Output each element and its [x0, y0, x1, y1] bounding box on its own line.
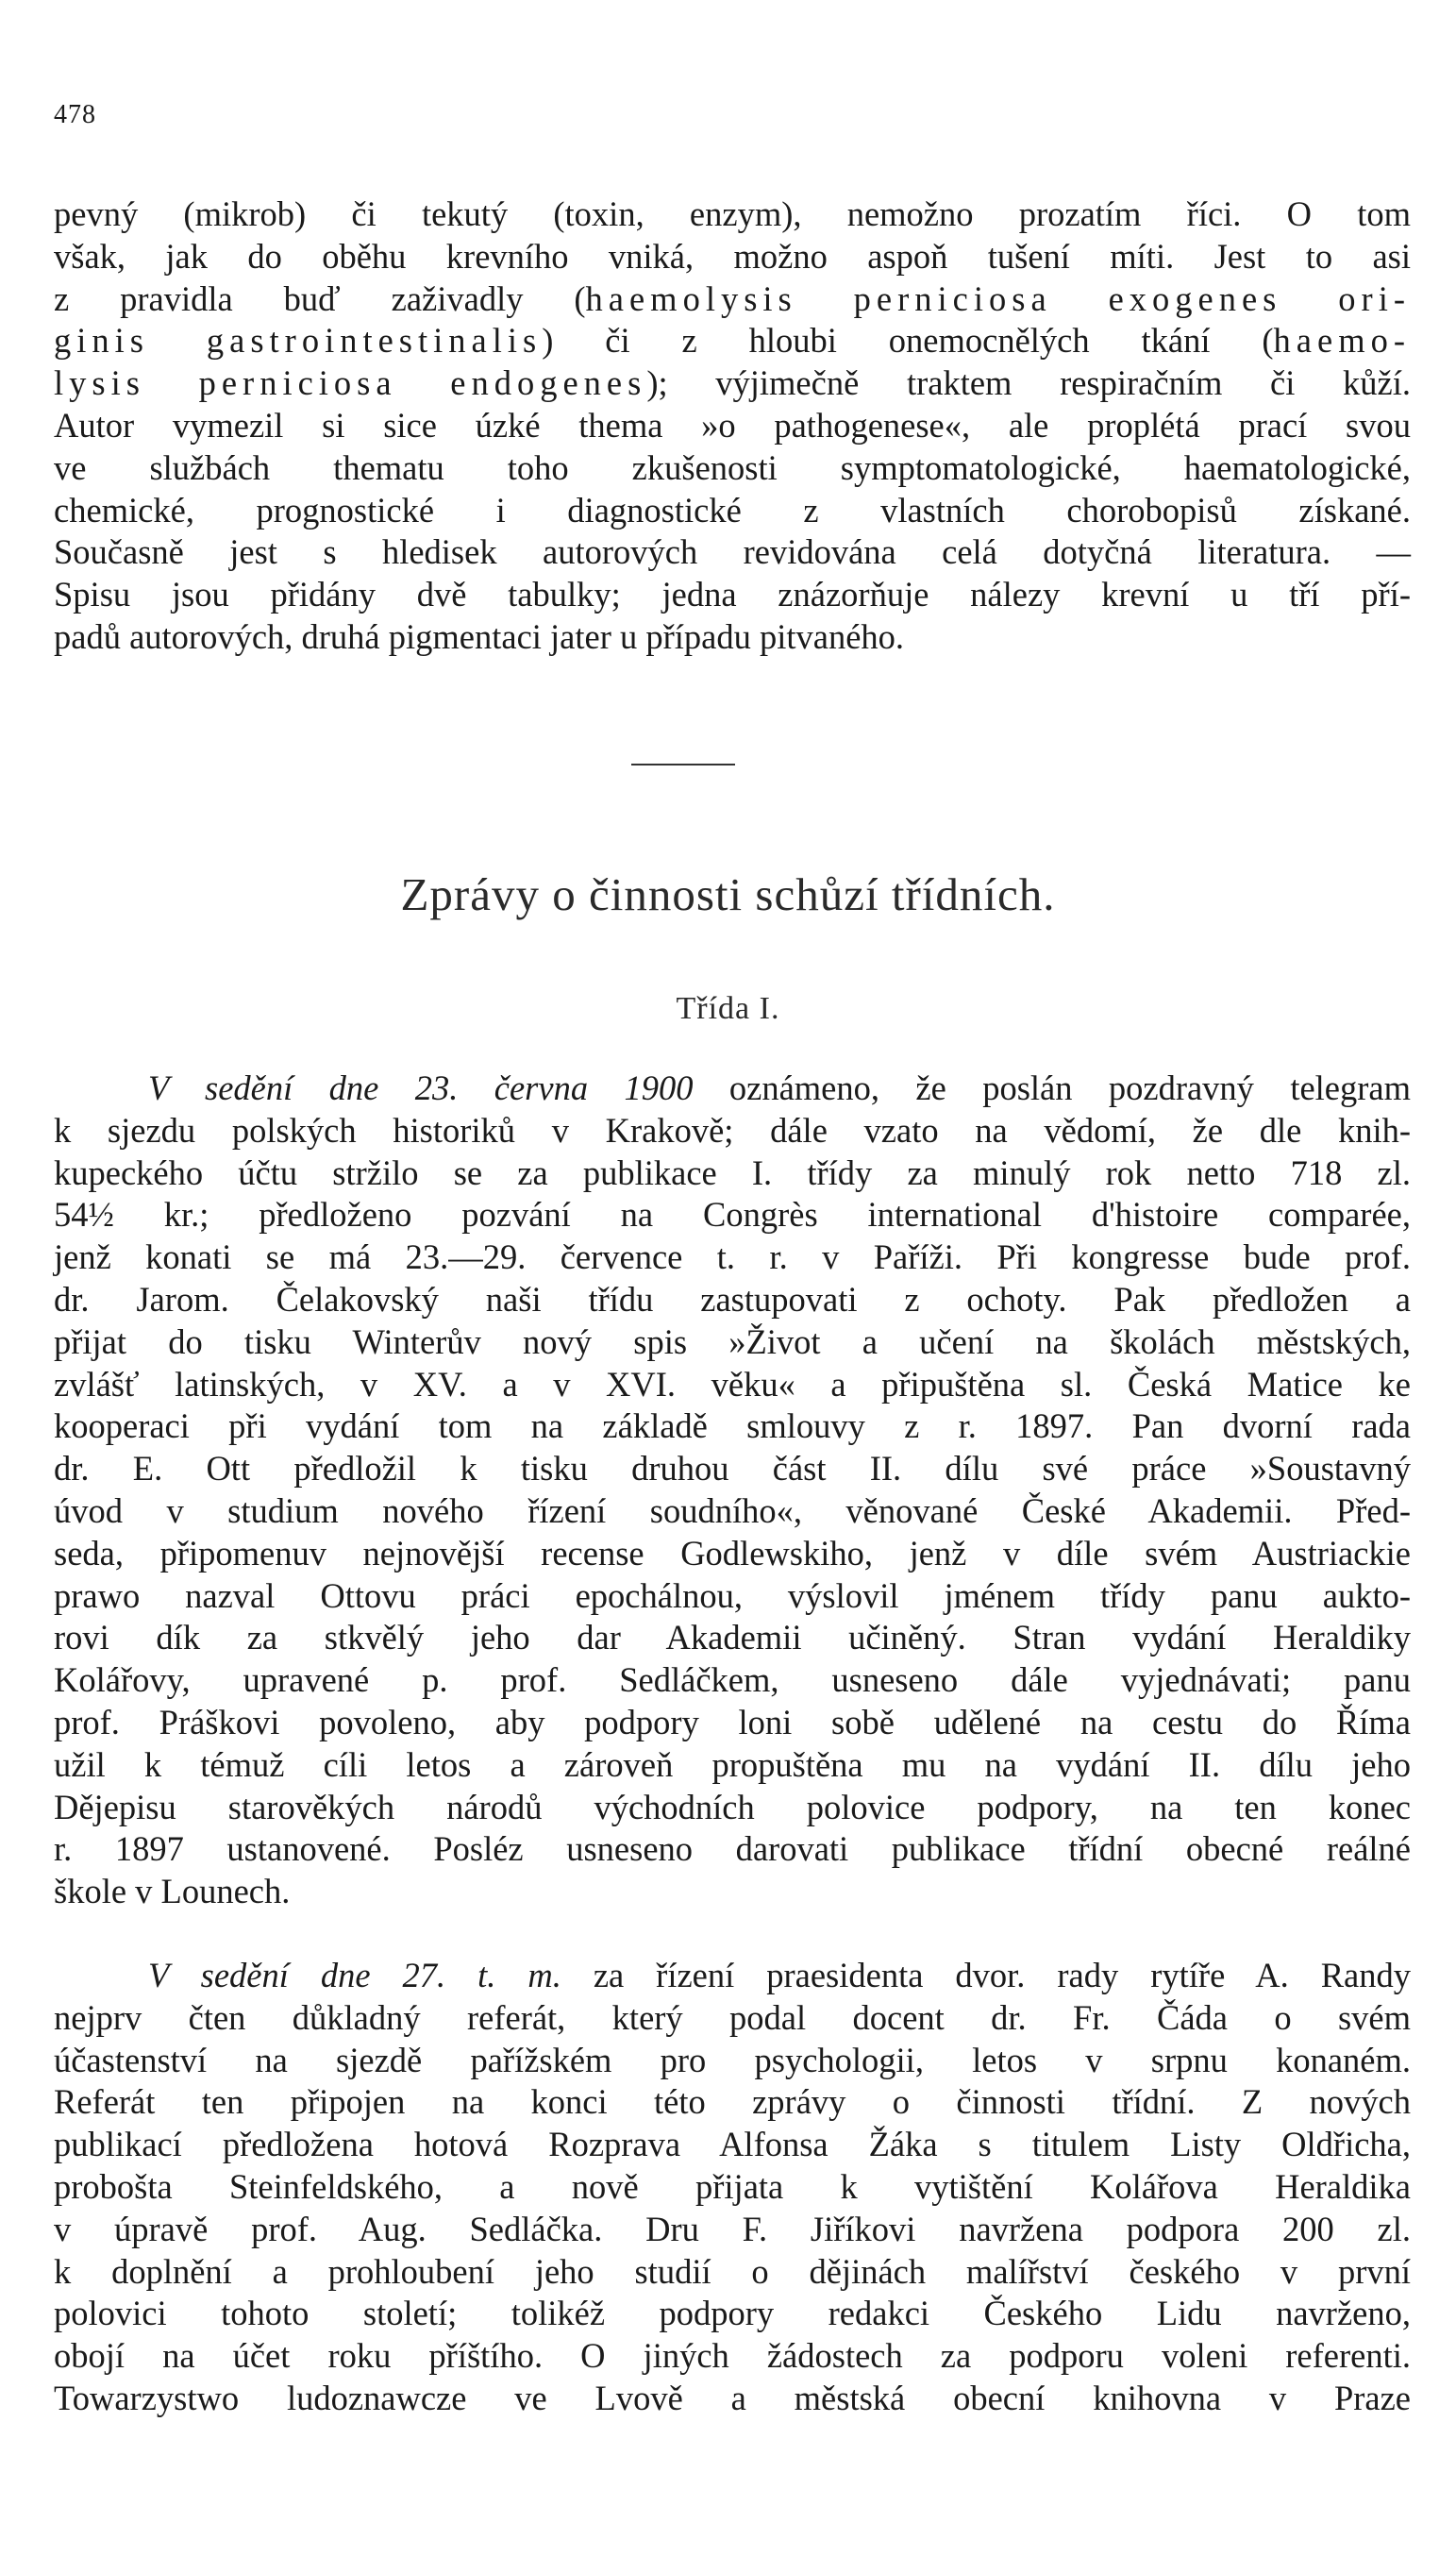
- text-line: Autor vymezil si sice úzké thema »o pathogenese«, ale proplétá prací svou: [54, 405, 1411, 445]
- page-number: 478: [54, 100, 96, 129]
- text-line: publikací předložena hotová Rozprava Alfonsa Žáka s titulem Listy Oldřicha,: [54, 2125, 1411, 2164]
- text-line: pevný (mikrob) či tekutý (toxin, enzym), nemožno prozatím říci. O tom: [54, 194, 1411, 233]
- section-divider: [631, 764, 735, 765]
- text-line: k sjezdu polských historiků v Krakově; dále vzato na vědomí, že dle knih-: [54, 1110, 1411, 1150]
- text-line: r. 1897 ustanovené. Posléz usneseno darovati publikace třídní obecné reálné: [54, 1829, 1411, 1869]
- text-line: V sedění dne 23. června 1900 oznámeno, že poslán pozdravný telegram: [148, 1068, 1412, 1107]
- text-line: Současně jest s hledisek autorových revidována celá dotyčná literatura. —: [54, 532, 1411, 572]
- session-date: V sedění dne 23. června 1900: [148, 1068, 694, 1107]
- text-line: obojí na účet roku příštího. O jiných žádostech za podporu voleni referenti.: [54, 2336, 1411, 2376]
- text-line: dr. E. Ott předložil k tisku druhou část II. dílu své práce »Soustavný: [54, 1449, 1411, 1489]
- text-line: 54½ kr.; předloženo pozvání na Congrès international d'histoire comparée,: [54, 1195, 1411, 1235]
- text-line: účastenství na sjezdě pařížském pro psychologii, letos v srpnu konaném.: [54, 2040, 1411, 2079]
- text-line: Towarzystwo ludoznawcze ve Lvově a městská obecní knihovna v Praze: [54, 2378, 1411, 2417]
- text-line: lysis perniciosa endogenes); výjimečně traktem respiračním či kůží.: [54, 363, 1411, 403]
- text-line: Referát ten připojen na konci této zprávy o činnosti třídní. Z nových: [54, 2082, 1411, 2122]
- text-line: Spisu jsou přidány dvě tabulky; jedna znázorňuje nálezy krevní u tří pří-: [54, 575, 1411, 614]
- spaced-term: ginis gastrointestinalis: [54, 321, 543, 361]
- text-line: Dějepisu starověkých národů východních polovice podpory, na ten konec: [54, 1787, 1411, 1826]
- text-line: chemické, prognostické i diagnostické z vlastních chorobopisů získané.: [54, 490, 1411, 530]
- spaced-term: lysis perniciosa endogenes: [54, 363, 647, 403]
- text-line: k doplnění a prohloubení jeho studií o dějinách malířství českého v první: [54, 2251, 1411, 2291]
- text-line: rovi dík za stkvělý jeho dar Akademii učiněný. Stran vydání Heraldiky: [54, 1618, 1411, 1657]
- text-line: z pravidla buď zaživadly (haemolysis perniciosa exogenes ori-: [54, 278, 1412, 318]
- session-date: V sedění dne 27. t. m.: [148, 1956, 561, 1994]
- text-line: však, jak do oběhu krevního vniká, možno aspoň tušení míti. Jest to asi: [54, 236, 1411, 276]
- text-line: dr. Jarom. Čelakovský naši třídu zastupovati z ochoty. Pak předložen a: [54, 1279, 1411, 1319]
- text-line: prawo nazval Ottovu práci epochálnou, výslovil jménem třídy panu aukto-: [54, 1575, 1411, 1615]
- text-line: užil k témuž cíli letos a zároveň propuštěna mu na vydání II. dílu jeho: [54, 1744, 1411, 1784]
- text-line: kupeckého účtu stržilo se za publikace I. třídy za minulý rok netto 718 zl.: [54, 1152, 1411, 1192]
- text-line: prof. Práškovi povoleno, aby podpory loni sobě udělené na cestu do Říma: [54, 1702, 1411, 1741]
- text-line: zvlášť latinských, v XV. a v XVI. věku« a připuštěna sl. Česká Matice ke: [54, 1364, 1411, 1404]
- spaced-term: haemolysis perniciosa exogenes ori-: [585, 278, 1412, 318]
- spaced-term: haemo-: [1273, 321, 1411, 361]
- text-line: škole v Lounech.: [54, 1872, 291, 1911]
- text-line: polovici tohoto století; tolikéž podpory redakci Českého Lidu navrženo,: [54, 2294, 1411, 2333]
- text-line: probošta Steinfeldského, a nově přijata k vytištění Kolářova Heraldika: [54, 2166, 1411, 2206]
- section-title: Zprávy o činnosti schůzí třídních.: [400, 868, 1056, 920]
- session-paragraph-1: [54, 1068, 1411, 1913]
- class-title: Třída I.: [676, 991, 780, 1026]
- session-paragraph-2: [54, 1955, 1411, 2420]
- text-line: jenž konati se má 23.—29. července t. r. v Paříži. Při kongresse bude prof.: [54, 1237, 1411, 1277]
- text-line: přijat do tisku Winterův nový spis »Život a učení na školách městských,: [54, 1321, 1411, 1361]
- text-line: padů autorových, druhá pigmentaci jater u případu pitvaného.: [54, 616, 905, 656]
- text-line: v úpravě prof. Aug. Sedláčka. Dru F. Jiříkovi navržena podpora 200 zl.: [54, 2209, 1411, 2248]
- text-line: kooperaci při vydání tom na základě smlouvy z r. 1897. Pan dvorní rada: [54, 1406, 1411, 1446]
- text-line: nejprv čten důkladný referát, který podal docent dr. Fr. Čáda o svém: [54, 1997, 1411, 2037]
- text-line: ve službách thematu toho zkušenosti symptomatologické, haematologické,: [54, 447, 1411, 487]
- text-line: Kolářovy, upravené p. prof. Sedláčkem, usneseno dále vyjednávati; panu: [54, 1660, 1411, 1700]
- text-line: ginis gastrointestinalis) či z hloubi onemocnělých tkání (haemo-: [54, 321, 1411, 361]
- text-line: V sedění dne 27. t. m. za řízení praesidenta dvor. rady rytíře A. Randy: [148, 1956, 1411, 1994]
- text-line: seda, připomenuv nejnovější recense Godlewskiho, jenž v díle svém Austriackie: [54, 1533, 1411, 1573]
- text-line: úvod v studium nového řízení soudního«, věnované České Akademii. Před-: [54, 1490, 1411, 1530]
- intro-paragraph: [54, 193, 1411, 659]
